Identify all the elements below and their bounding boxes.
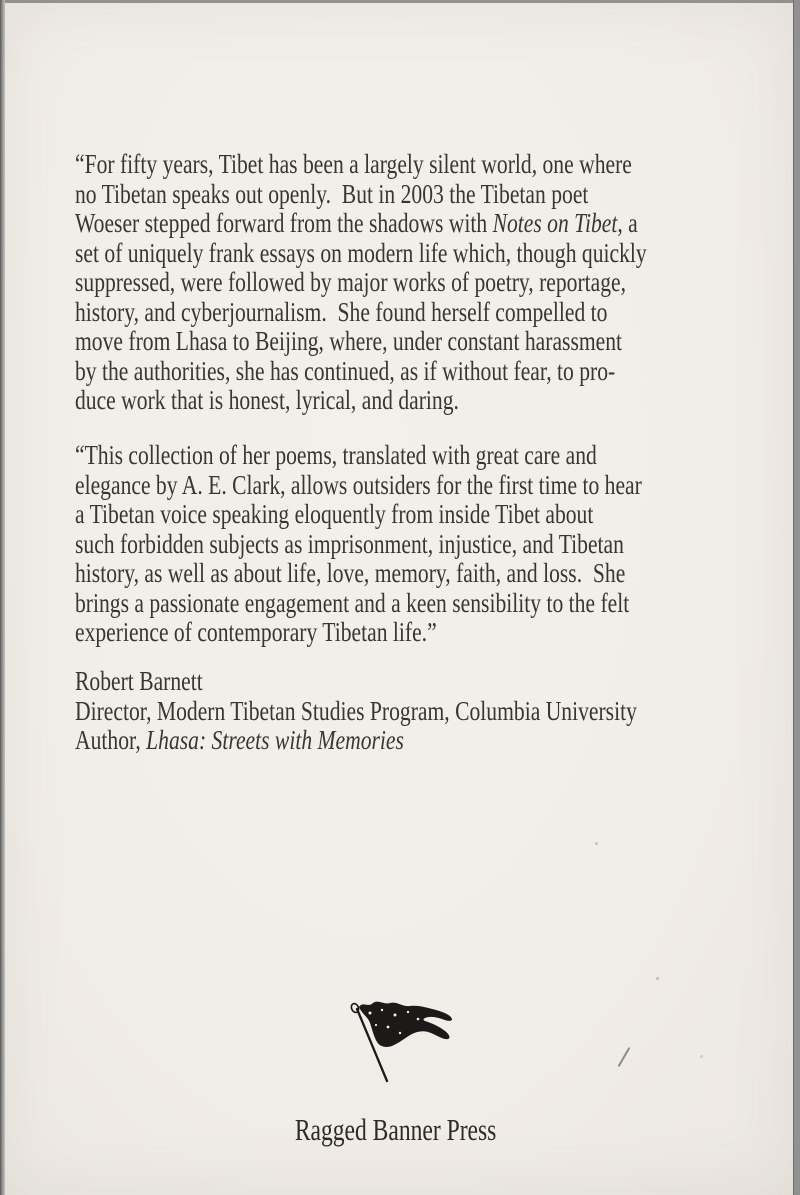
- quote-line: by the authorities, she has continued, as if without fear, to pro-: [75, 355, 616, 386]
- reviewer-name: Robert Barnett: [75, 666, 203, 696]
- quote-line: brings a passionate engagement and a keen sensibility to the felt: [75, 587, 630, 618]
- scan-edge-right: [793, 0, 800, 1195]
- quote-line: move from Lhasa to Beijing, where, under constant harassment: [75, 326, 623, 356]
- quote-line: duce work that is honest, lyrical, and daring.: [75, 385, 459, 415]
- quote-line: Woeser stepped forward from the shadows with Notes on Tibet, a: [75, 208, 638, 238]
- quote-line: no Tibetan speaks out openly. But in 2003 the Tibetan poet: [75, 178, 589, 209]
- quote-line: a Tibetan voice speaking eloquently from inside Tibet about: [75, 499, 594, 529]
- scan-edge-left: [0, 0, 5, 1195]
- review-quote-paragraph-1: [75, 150, 790, 416]
- reviewer-attribution: [75, 667, 777, 756]
- ragged-banner-flag-icon: [340, 995, 470, 1095]
- scan-edge-top: [0, 0, 800, 3]
- reviewer-book-credit: Author, Lhasa: Streets with Memories: [75, 725, 404, 755]
- quote-line: set of uniquely frank essays on modern life which, though quickly: [75, 237, 647, 268]
- dust-specks: [595, 842, 598, 845]
- quote-line: history, and cyberjournalism. She found herself compelled to: [75, 296, 608, 327]
- quote-line: “For fifty years, Tibet has been a largely silent world, one where: [75, 149, 632, 179]
- publisher-name: Ragged Banner Press: [295, 1112, 497, 1147]
- quote-line: elegance by A. E. Clark, allows outsiders for the first time to hear: [75, 469, 642, 500]
- quote-line: such forbidden subjects as imprisonment, injustice, and Tibetan: [75, 528, 624, 559]
- quote-line: history, as well as about life, love, memory, faith, and loss. She: [75, 558, 626, 588]
- quote-line: experience of contemporary Tibetan life.”: [75, 617, 437, 647]
- review-quote-paragraph-2: [75, 441, 784, 648]
- reviewer-title: Director, Modern Tibetan Studies Program, Columbia University: [75, 695, 637, 726]
- quote-line: suppressed, were followed by major works of poetry, reportage,: [75, 267, 627, 297]
- publisher-logo: [340, 995, 470, 1095]
- quote-line: “This collection of her poems, translated with great care and: [75, 440, 597, 470]
